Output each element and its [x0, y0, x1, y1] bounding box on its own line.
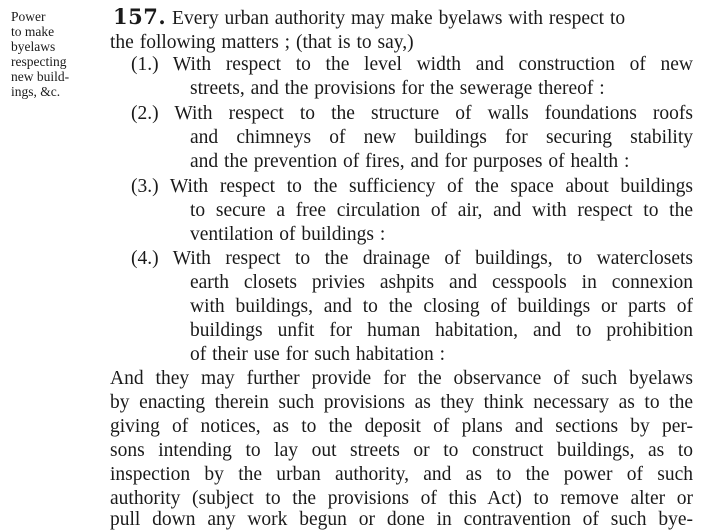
margin-note-line: to make	[11, 24, 55, 39]
clause-4-line: of their use for such habitation :	[190, 344, 446, 365]
clause-2-line: and chimneys of new buildings for securing stability	[190, 127, 693, 148]
clause-1-line: (1.) With respect to the level width and construction of new	[131, 54, 693, 75]
text-line: And they may further provide for the observance of such byelaws	[110, 368, 693, 389]
margin-note-line: ings, &c.	[11, 84, 61, 99]
text-line: giving of notices, as to the deposit of plans and sections by per-	[110, 416, 693, 437]
section-number: 157.	[113, 4, 167, 29]
clause-2-line: and the prevention of fires, and for purposes of health :	[190, 151, 630, 172]
clause-3-line: to secure a free circulation of air, and with respect to the	[190, 200, 693, 221]
clause-4-line: buildings unfit for human habitation, and to prohibition	[190, 320, 693, 341]
margin-note-line: byelaws	[11, 39, 56, 54]
margin-note-line: new build-	[11, 69, 70, 84]
clause-3-line: (3.) With respect to the sufficiency of the space about buildings	[131, 176, 693, 197]
text-line: authority (subject to the provisions of this Act) to remove alter or	[110, 488, 693, 509]
clause-2-line: (2.) With respect to the structure of walls foundations roofs	[131, 103, 693, 124]
clause-4-line: with buildings, and to the closing of buildings or parts of	[190, 296, 693, 317]
text-line: Every urban authority may make byelaws with respect to	[172, 8, 626, 29]
margin-note-line: Power	[11, 9, 46, 24]
margin-note-line: respecting	[11, 54, 67, 69]
clause-4-line: earth closets privies ashpits and cesspools in connexion	[190, 272, 693, 293]
text-line: sons intending to lay out streets or to construct buildings, as to	[110, 440, 693, 461]
text-line: the following matters ; (that is to say,)	[110, 32, 414, 53]
text-line: pull down any work begun or done in contravention of such bye-	[110, 509, 693, 530]
clause-1-line: streets, and the provisions for the sewerage thereof :	[190, 78, 605, 99]
section-first-line	[113, 5, 693, 29]
text-line: inspection by the urban authority, and as to the power of such	[110, 464, 693, 485]
clause-3-line: ventilation of buildings :	[190, 224, 386, 245]
clause-4-line: (4.) With respect to the drainage of buildings, to waterclosets	[131, 248, 693, 269]
margin-note	[11, 9, 97, 99]
text-line: by enacting therein such provisions as they think necessary as to the	[110, 392, 693, 413]
